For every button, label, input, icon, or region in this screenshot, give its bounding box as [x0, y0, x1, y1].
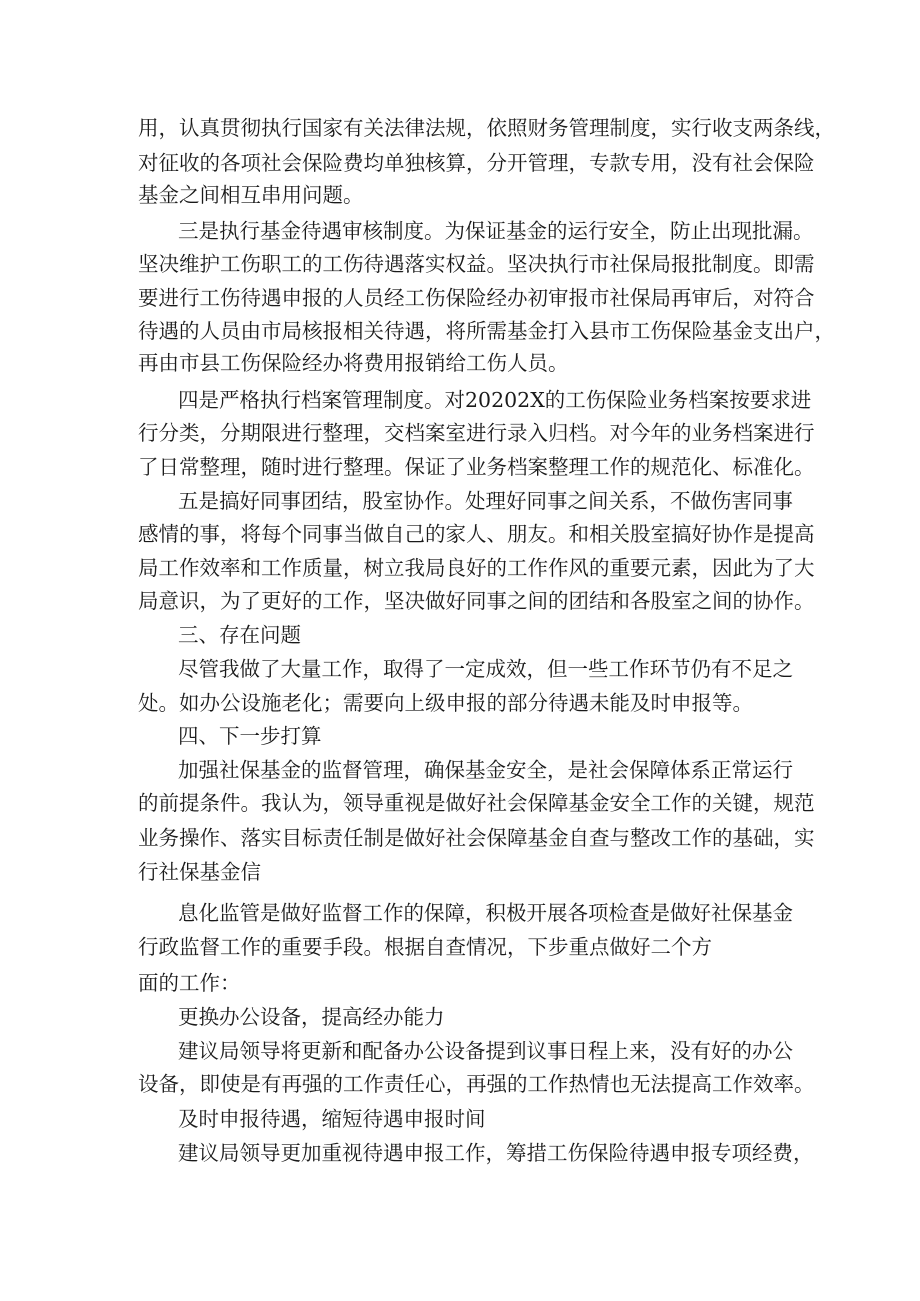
section-heading: 四、下一步打算 [178, 724, 322, 748]
text-line: 了日常整理，随时进行整理。保证了业务档案整理工作的规范化、标准化。 [138, 455, 815, 479]
paragraph-start: 三是执行基金待遇审核制度。为保证基金的运行安全，防止出现批漏。 [178, 219, 814, 243]
text-line: 处。如办公设施老化；需要向上级申报的部分待遇未能及时申报等。 [138, 691, 753, 715]
paragraph-start: 建议局领导更加重视待遇申报工作，筹措工伤保险待遇申报专项经费， [178, 1141, 814, 1165]
paragraph-start: 四是严格执行档案管理制度。对20202X的工伤保险业务档案按要求进 [178, 388, 812, 412]
text-line: 对征收的各项社会保险费均单独核算，分开管理，专款专用，没有社会保险 [138, 151, 815, 175]
text-line: 设备，即使是有再强的工作责任心，再强的工作热情也无法提高工作效率。 [138, 1072, 815, 1096]
paragraph-start: 加强社保基金的监督管理，确保基金安全，是社会保障体系正常运行 [178, 758, 793, 782]
paragraph-start: 建议局领导将更新和配备办公设备提到议事日程上来，没有好的办公 [178, 1039, 793, 1063]
text-line: 感情的事，将每个同事当做自己的家人、朋友。和相关股室搞好协作是提高 [138, 522, 815, 546]
text-line: 坚决维护工伤职工的工伤待遇落实权益。坚决执行市社保局报批制度。即需 [138, 252, 815, 276]
text-line: 局工作效率和工作质量，树立我局良好的工作作风的重要元素，因此为了大 [138, 556, 815, 580]
text-line: 要进行工伤待遇申报的人员经工伤保险经办初审报市社保局再审后，对符合 [138, 286, 815, 310]
paragraph-start: 息化监管是做好监督工作的保障，积极开展各项检查是做好社保基金 [178, 901, 793, 925]
text-line: 行政监督工作的重要手段。根据自查情况，下步重点做好二个方 [138, 935, 712, 959]
subheading: 及时申报待遇，缩短待遇申报时间 [178, 1107, 486, 1131]
subheading: 更换办公设备，提高经办能力 [178, 1005, 445, 1029]
section-heading: 三、存在问题 [178, 623, 301, 647]
text-line: 业务操作、落实目标责任制是做好社会保障基金自查与整改工作的基础，实 [138, 826, 815, 850]
text-line: 行分类，分期限进行整理，交档案室进行录入归档。对今年的业务档案进行 [138, 421, 815, 445]
text-line: 基金之间相互串用问题。 [138, 183, 364, 207]
text-line: 的前提条件。我认为，领导重视是做好社会保障基金安全工作的关键，规范 [138, 791, 815, 815]
text-line: 再由市县工伤保险经办将费用报销给工伤人员。 [138, 351, 569, 375]
paragraph-start: 五是搞好同事团结，股室协作。处理好同事之间关系，不做伤害同事 [178, 489, 793, 513]
text-line: 待遇的人员由市局核报相关待遇，将所需基金打入县市工伤保险基金支出户， [138, 319, 835, 343]
text-line: 面的工作： [138, 971, 241, 995]
text-line: 行社保基金信 [138, 860, 261, 884]
text-line: 用，认真贯彻执行国家有关法律法规，依照财务管理制度，实行收支两条线， [138, 116, 835, 140]
text-line: 局意识，为了更好的工作，坚决做好同事之间的团结和各股室之间的协作。 [138, 589, 815, 613]
paragraph-start: 尽管我做了大量工作，取得了一定成效，但一些工作环节仍有不足之 [178, 657, 793, 681]
